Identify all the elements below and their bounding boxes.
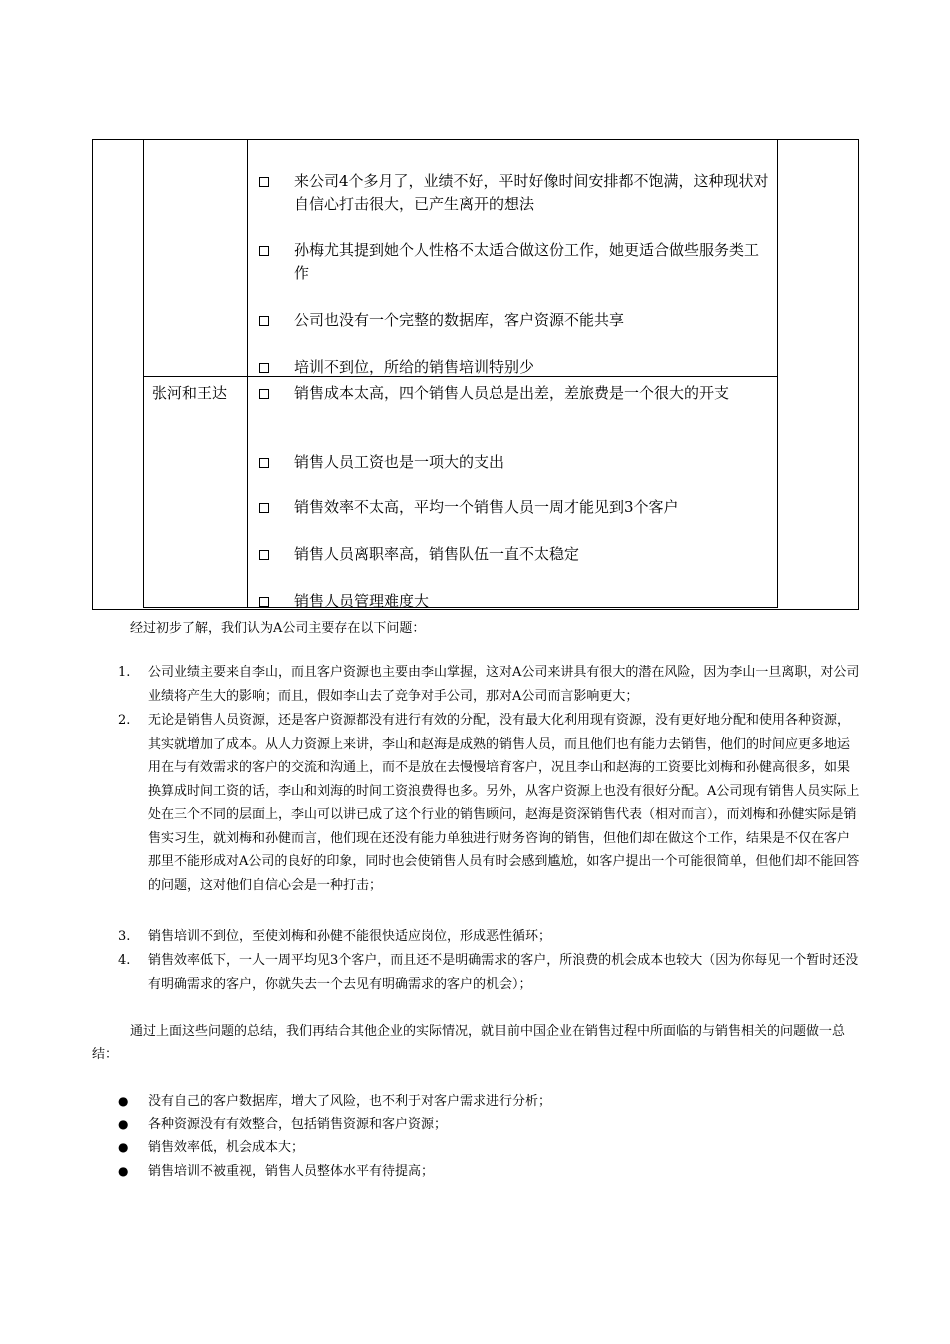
bullet-icon: ● bbox=[118, 1094, 129, 1108]
checkbox-icon bbox=[259, 458, 269, 468]
bullet-icon: ● bbox=[118, 1140, 129, 1154]
table-list-item: 公司也没有一个完整的数据库，客户资源不能共享 bbox=[259, 309, 769, 332]
intro-paragraph: 经过初步了解，我们认为A公司主要存在以下问题： bbox=[130, 621, 426, 636]
bullet-item: ● 各种资源没有有效整合，包括销售资源和客户资源； bbox=[118, 1113, 860, 1136]
person-name-cell: 张河和王达 bbox=[152, 384, 228, 402]
column-divider bbox=[247, 140, 248, 607]
list-item: 1. 公司业绩主要来自李山，而且客户资源也主要由李山掌握，这对A公司来讲具有很大的潜在风险，因为李山一旦离职，对公司业绩将产生大的影响；而且，假如李山去了竞争对手公司，那对A公司而言影响更大； bbox=[118, 665, 860, 704]
checkbox-icon bbox=[259, 503, 269, 513]
checkbox-icon bbox=[259, 597, 269, 607]
bullet-item: ● 销售效率低，机会成本大； bbox=[118, 1136, 860, 1159]
table-list-item: 销售人员离职率高，销售队伍一直不太稳定 bbox=[259, 543, 769, 566]
table-list-item: 销售人员工资也是一项大的支出 bbox=[259, 451, 769, 474]
problem-table bbox=[92, 139, 859, 610]
checkbox-icon bbox=[259, 246, 269, 256]
checkbox-icon bbox=[259, 389, 269, 399]
table-list-item: 孙梅尤其提到她个人性格不太适合做这份工作，她更适合做些服务类工作 bbox=[259, 239, 769, 285]
checkbox-icon bbox=[259, 316, 269, 326]
table-list-item: 销售效率不太高，平均一个销售人员一周才能见到3个客户 bbox=[259, 496, 769, 519]
summary-paragraph: 通过上面这些问题的总结，我们再结合其他企业的实际情况，就目前中国企业在销售过程中所面临的与销售相关的问题做一总结： bbox=[92, 1024, 846, 1062]
list-item: 2. 无论是销售人员资源，还是客户资源都没有进行有效的分配，没有最大化利用现有资源，没有更好地分配和使用各种资源，其实就增加了成本。从人力资源上来讲，李山和赵海是成熟的销售人员，而且他们也有能力去销售，他们的时间应更多地运用在与有效需求的客户的交流和沟通上，而不是放在去慢慢培育客户，况且李山和赵海的工资要比刘梅和孙健高很多，如果换算成时间工资的话，李山和刘海的时间工资浪费得也多。另外，从客户资源上也没有很好分配。A公司现有销售人员实际上处在三个不同的层面上，李山可以讲已成了这个行业的销售顾问，赵海是资深销售代表（相对而言），而刘梅和孙健实际是销售实习生，就刘梅和孙健而言，他们现在还没有能力单独进行财务咨询的销售，但他们却在做这个工作，结果是不仅在客户那里不能形成对A公司的良好的印象，同时也会使销售人员有时会感到尴尬，如客户提出一个可能很简单，但他们却不能回答的问题，这对他们自信心会是一种打击； bbox=[118, 713, 860, 893]
checkbox-icon bbox=[259, 177, 269, 187]
list-item: 4. 销售效率低下，一人一周平均见3个客户，而且还不是明确需求的客户，所浪费的机会成本也较大（因为你每见一个暂时还没有明确需求的客户，你就失去一个去见有明确需求的客户的机会）； bbox=[118, 953, 859, 992]
checkbox-icon bbox=[259, 363, 269, 373]
table-list-item: 培训不到位，所给的销售培训特别少 bbox=[259, 356, 769, 379]
bullet-item: ● 没有自己的客户数据库，增大了风险，也不利于对客户需求进行分析； bbox=[118, 1090, 860, 1113]
list-item: 3. 销售培训不到位，至使刘梅和孙健不能很快适应岗位，形成恶性循环； bbox=[118, 929, 552, 944]
bullet-icon: ● bbox=[118, 1164, 129, 1178]
table-list-item: 来公司4个多月了，业绩不好，平时好像时间安排都不饱满，这种现状对自信心打击很大，已产生离开的想法 bbox=[259, 170, 769, 216]
bullet-icon: ● bbox=[118, 1117, 129, 1131]
bullet-item: ● 销售培训不被重视，销售人员整体水平有待提高； bbox=[118, 1160, 860, 1183]
inner-table bbox=[143, 140, 778, 608]
table-list-item: 销售人员管理难度大 bbox=[259, 590, 769, 608]
checkbox-icon bbox=[259, 550, 269, 560]
table-list-item: 销售成本太高，四个销售人员总是出差，差旅费是一个很大的开支 bbox=[259, 382, 769, 405]
